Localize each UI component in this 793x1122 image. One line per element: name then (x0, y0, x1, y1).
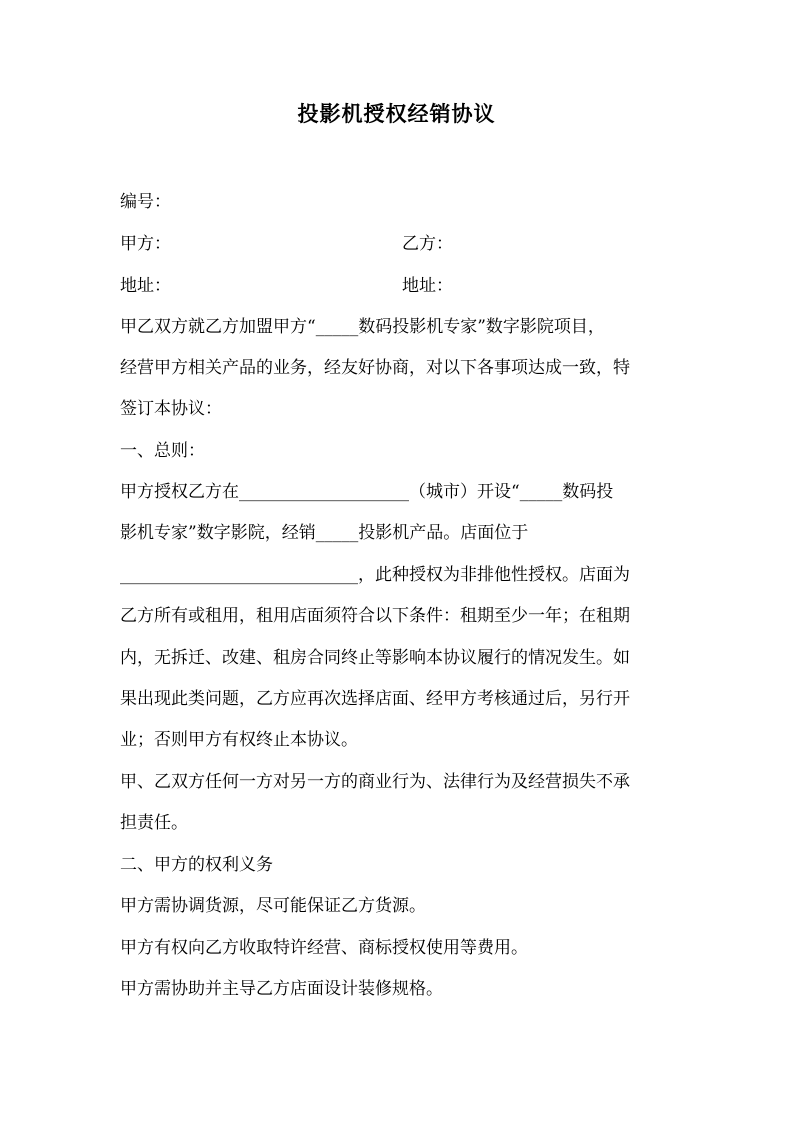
party-b-label: 乙方： (402, 234, 453, 254)
address-a-label: 地址： (120, 276, 171, 296)
section1-para1-line: 业；否则甲方有权终止本协议。 (120, 730, 358, 750)
section1-para1-line: 果出现此类问题，乙方应再次选择店面、经甲方考核通过后，另行开 (120, 689, 630, 709)
document-title: 投影机授权经销协议 (297, 101, 496, 126)
section1-para1-line: 甲方授权乙方在____________________（城市）开设“_____数码投 (120, 482, 614, 502)
section2-item: 甲方有权向乙方收取特许经营、商标授权使用等费用。 (120, 938, 528, 958)
section2-item: 甲方需协调货源，尽可能保证乙方货源。 (120, 896, 426, 916)
intro-line: 甲乙双方就乙方加盟甲方“_____数码投影机专家”数字影院项目， (120, 317, 605, 337)
section1-para2-line: 甲、乙双方任何一方对另一方的商业行为、法律行为及经营损失不承 (120, 772, 630, 792)
section1-para1-line: 乙方所有或租用，租用店面须符合以下条件：租期至少一年；在租期 (120, 606, 630, 626)
intro-line: 签订本协议： (120, 399, 222, 419)
section1-para1-line: 影机专家”数字影院，经销_____投影机产品。店面位于 (120, 523, 529, 543)
section1-para1-line: 内，无拆迁、改建、租房合同终止等影响本协议履行的情况发生。如 (120, 648, 630, 668)
section1-heading: 一、总则： (120, 441, 205, 461)
section2-heading: 二、甲方的权利义务 (120, 855, 273, 875)
number-label: 编号： (120, 192, 171, 212)
section2-item: 甲方需协助并主导乙方店面设计装修规格。 (120, 979, 443, 999)
section1-para2-line: 担责任。 (120, 813, 188, 833)
section1-para1-line: ____________________________，此种授权为非排他性授权。店面为 (120, 565, 630, 585)
intro-line: 经营甲方相关产品的业务，经友好协商，对以下各事项达成一致，特 (120, 358, 630, 378)
address-b-label: 地址： (402, 276, 453, 296)
party-a-label: 甲方： (120, 234, 171, 254)
